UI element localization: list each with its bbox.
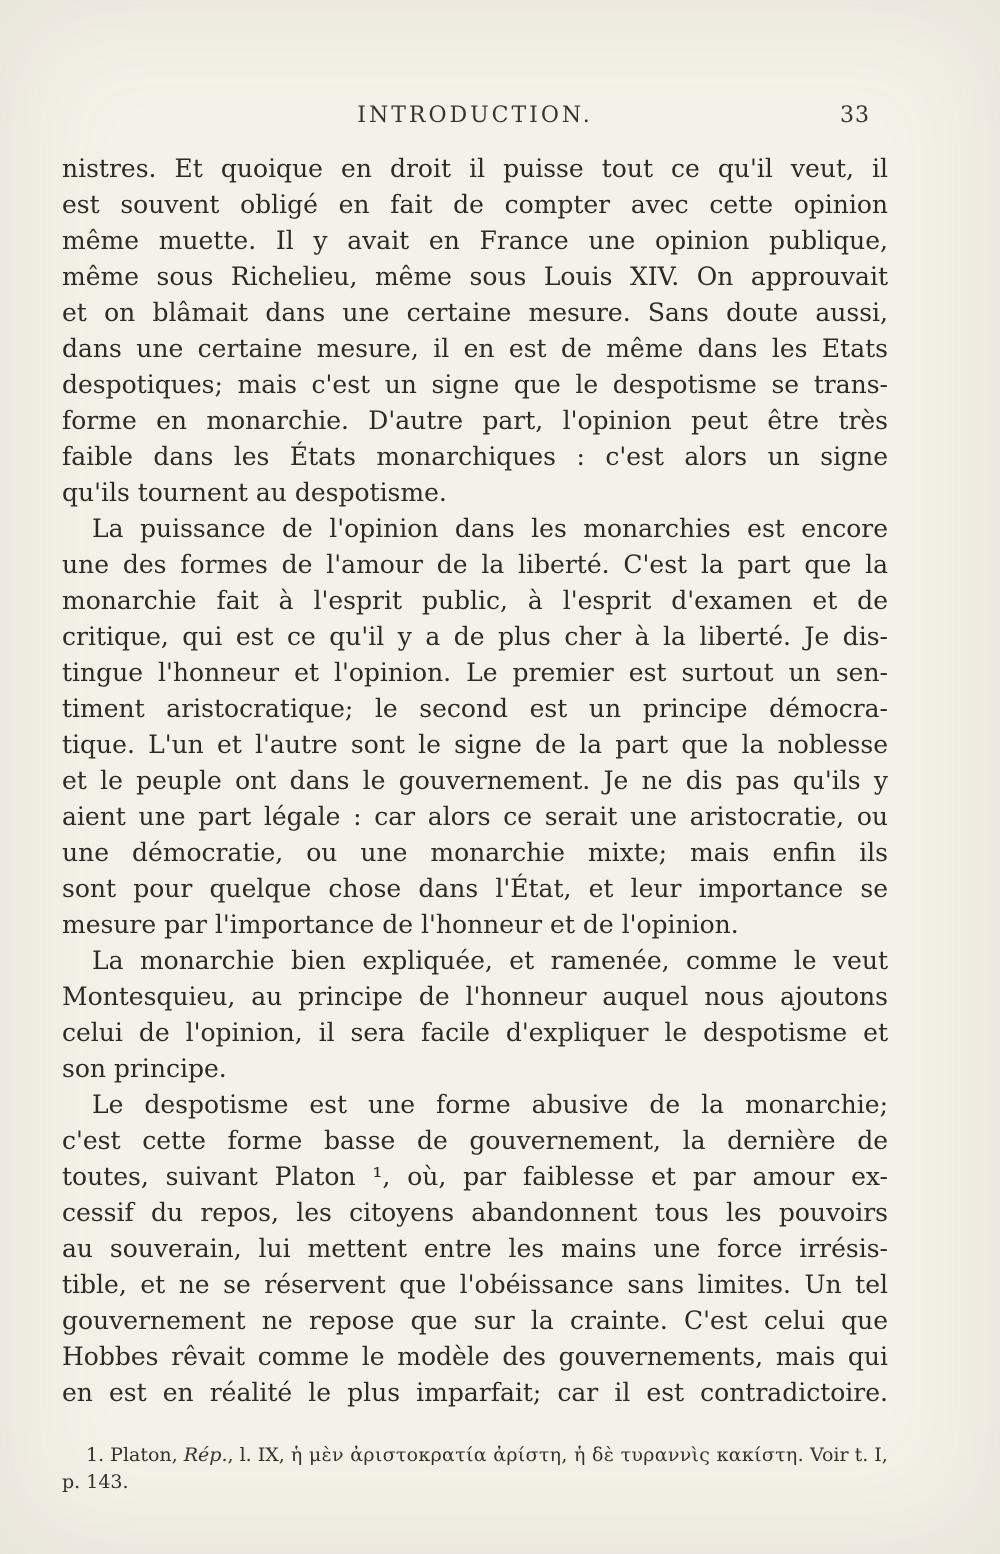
text-line: critique, qui est ce qu'il y a de plus cher à la liberté. Je dis- (62, 622, 888, 651)
paragraph (62, 511, 888, 943)
text-column (62, 103, 888, 1496)
text-line: despotiques; mais c'est un signe que le despotisme se trans- (62, 370, 888, 399)
footnote-work-title: Rép. (183, 1444, 228, 1466)
text-line: La monarchie bien expliquée, et ramenée, comme le veut (92, 946, 888, 975)
text-line: son principe. (62, 1054, 227, 1083)
footnote-text: , l. IX, (227, 1444, 291, 1466)
text-line: qu'ils tournent au despotisme. (62, 478, 447, 507)
text-line: et on blâmait dans une certaine mesure. Sans doute aussi, (62, 298, 888, 327)
footnote-text: 1. Platon, (86, 1444, 184, 1466)
paragraph (62, 151, 888, 511)
text-line: monarchie fait à l'esprit public, à l'esprit d'examen et de (62, 586, 888, 615)
text-line: gouvernement ne repose que sur la crainte. C'est celui que (62, 1306, 888, 1335)
paragraph (62, 943, 888, 1087)
text-line: même muette. Il y avait en France une opinion publique, (62, 226, 888, 255)
footnote (62, 1442, 888, 1496)
footnote-text: Voir t. I, (803, 1444, 888, 1466)
text-line: c'est cette forme basse de gouvernement, la dernière de (62, 1126, 888, 1155)
text-line: forme en monarchie. D'autre part, l'opinion peut être très (62, 406, 888, 435)
text-line: sont pour quelque chose dans l'État, et leur importance se (62, 874, 888, 903)
footnote-greek-quote: ἡ μὲν ἀριστοκρατία ἀρίστη, ἡ δὲ τυραννὶς κακίστη. (290, 1444, 804, 1466)
footnote-line (62, 1442, 888, 1469)
text-line: tique. L'un et l'autre sont le signe de la part que la noblesse (62, 730, 888, 759)
text-line: La puissance de l'opinion dans les monarchies est encore (92, 514, 888, 543)
paragraph (62, 1087, 888, 1411)
text-line: Montesquieu, au principe de l'honneur auquel nous ajoutons (62, 982, 888, 1011)
text-line: même sous Richelieu, même sous Louis XIV. On approuvait (62, 262, 888, 291)
text-line: une démocratie, ou une monarchie mixte; mais enfin ils (62, 838, 888, 867)
text-line: toutes, suivant Platon ¹, où, par faiblesse et par amour ex- (62, 1162, 888, 1191)
text-line: cessif du repos, les citoyens abandonnent tous les pouvoirs (62, 1198, 888, 1227)
body-text (62, 151, 888, 1411)
text-line: nistres. Et quoique en droit il puisse tout ce qu'il veut, il (62, 154, 888, 183)
text-line: mesure par l'importance de l'honneur et de l'opinion. (62, 910, 739, 939)
running-header (62, 103, 888, 137)
text-line: tible, et ne se réservent que l'obéissance sans limites. Un tel (62, 1270, 888, 1299)
running-header-title: INTRODUCTION. (357, 103, 593, 128)
text-line: au souverain, lui mettent entre les mains une force irrésis- (62, 1234, 888, 1263)
text-line: aient une part légale : car alors ce serait une aristocratie, ou (62, 802, 888, 831)
text-line: Le despotisme est une forme abusive de la monarchie; (92, 1090, 888, 1119)
text-line: est souvent obligé en fait de compter avec cette opinion (62, 190, 888, 219)
text-line: timent aristocratique; le second est un principe démocra- (62, 694, 888, 723)
text-line: faible dans les États monarchiques : c'est alors un signe (62, 442, 888, 471)
text-line: en est en réalité le plus imparfait; car il est contradictoire. (62, 1378, 888, 1407)
text-line: Hobbes rêvait comme le modèle des gouvernements, mais qui (62, 1342, 888, 1371)
text-line: celui de l'opinion, il sera facile d'expliquer le despotisme et (62, 1018, 888, 1047)
text-line: et le peuple ont dans le gouvernement. Je ne dis pas qu'ils y (62, 766, 888, 795)
page-number: 33 (840, 103, 870, 128)
footnote-line: p. 143. (62, 1471, 129, 1493)
text-line: une des formes de l'amour de la liberté. C'est la part que la (62, 550, 888, 579)
text-line: tingue l'honneur et l'opinion. Le premier est surtout un sen- (62, 658, 888, 687)
text-line: dans une certaine mesure, il en est de même dans les Etats (62, 334, 888, 363)
